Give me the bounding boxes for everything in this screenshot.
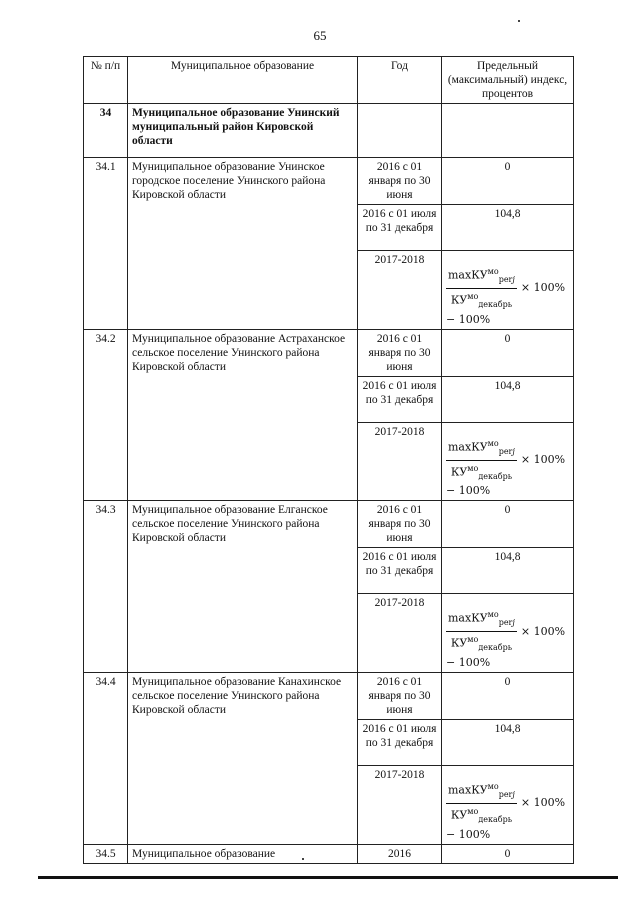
page-bottom-rule bbox=[38, 876, 618, 879]
period-3-year: 2017-2018 bbox=[358, 251, 442, 330]
formula-fraction bbox=[446, 265, 517, 312]
formula-fraction bbox=[446, 780, 517, 827]
formula-denominator: $КУ^{мо}_{декабрь}$ bbox=[450, 635, 513, 653]
row-municipality-name: Муниципальное образование Канахинское сельское поселение Унинского района Кировской области bbox=[128, 673, 358, 845]
formula-denominator: $КУ^{мо}_{декабрь}$ bbox=[450, 463, 513, 481]
header-year: Год bbox=[358, 57, 442, 104]
period-3-year: 2017-2018 bbox=[358, 422, 442, 501]
row-num: 34.4 bbox=[84, 673, 128, 845]
table-row bbox=[84, 501, 574, 548]
section-index-cell bbox=[442, 104, 574, 158]
section-row bbox=[84, 104, 574, 158]
formula-numerator: maxКУ$^{мо}_{perj}$ bbox=[446, 780, 517, 804]
row-municipality-name: Муниципальное образование Елганское сельское поселение Унинского района Кировской области bbox=[128, 501, 358, 673]
formula-expression bbox=[446, 265, 565, 312]
period-2-index: 104,8 bbox=[442, 376, 574, 422]
section-name: Муниципальное образование Унинский муниципальный район Кировской области bbox=[128, 104, 358, 158]
formula-fraction bbox=[446, 608, 517, 655]
header-index: Предельный (максимальный) индекс, процентов bbox=[442, 57, 574, 104]
formula-expression bbox=[446, 437, 565, 484]
formula-minus: − 100% bbox=[446, 312, 491, 326]
formula-numerator: maxКУ$^{мо}_{perj}$ bbox=[446, 437, 517, 461]
formula-minus: − 100% bbox=[446, 656, 491, 670]
period-3-year: 2017-2018 bbox=[358, 594, 442, 673]
period-1-year: 2016 с 01 января по 30 июня bbox=[358, 673, 442, 720]
period-2-index: 104,8 bbox=[442, 720, 574, 766]
table-row bbox=[84, 673, 574, 720]
period-1-year: 2016 с 01 января по 30 июня bbox=[358, 501, 442, 548]
formula-times: × 100% bbox=[520, 624, 566, 638]
page-number: 65 bbox=[313, 28, 327, 43]
formula-numerator: maxКУ$^{мо}_{perj}$ bbox=[446, 265, 517, 289]
period-2-year: 2016 с 01 июля по 31 декабря bbox=[358, 720, 442, 766]
row-num: 34.1 bbox=[84, 158, 128, 330]
formula-denominator: $КУ^{мо}_{декабрь}$ bbox=[450, 806, 513, 824]
formula-times: × 100% bbox=[520, 453, 566, 467]
last-row-index: 0 bbox=[442, 844, 574, 863]
index-formula bbox=[442, 766, 574, 845]
index-formula bbox=[442, 594, 574, 673]
table-row bbox=[84, 844, 574, 863]
formula-numerator: maxКУ$^{мо}_{perj}$ bbox=[446, 608, 517, 632]
header-num: № п/п bbox=[84, 57, 128, 104]
row-municipality-name: Муниципальное образование Астраханское сельское поселение Унинского района Кировской области bbox=[128, 329, 358, 501]
index-formula bbox=[442, 422, 574, 501]
period-1-index: 0 bbox=[442, 158, 574, 205]
row-num: 34.3 bbox=[84, 501, 128, 673]
scan-speck bbox=[302, 858, 304, 860]
table-row bbox=[84, 329, 574, 376]
formula-minus: − 100% bbox=[446, 827, 491, 841]
scan-speck bbox=[518, 20, 520, 22]
formula-denominator: $КУ^{мо}_{декабрь}$ bbox=[450, 291, 513, 309]
formula-times: × 100% bbox=[520, 281, 566, 295]
table-header-row bbox=[84, 57, 574, 104]
period-2-year: 2016 с 01 июля по 31 декабря bbox=[358, 376, 442, 422]
table-row bbox=[84, 158, 574, 205]
row-municipality-name: Муниципальное образование Унинское городское поселение Унинского района Кировской области bbox=[128, 158, 358, 330]
last-row-municipality-name: Муниципальное образование bbox=[128, 844, 358, 863]
last-row-year: 2016 bbox=[358, 844, 442, 863]
period-1-year: 2016 с 01 января по 30 июня bbox=[358, 329, 442, 376]
formula-fraction bbox=[446, 437, 517, 484]
period-2-index: 104,8 bbox=[442, 205, 574, 251]
formula-expression bbox=[446, 608, 565, 655]
period-1-year: 2016 с 01 января по 30 июня bbox=[358, 158, 442, 205]
period-2-year: 2016 с 01 июля по 31 декабря bbox=[358, 548, 442, 594]
period-2-year: 2016 с 01 июля по 31 декабря bbox=[358, 205, 442, 251]
index-formula bbox=[442, 251, 574, 330]
row-num: 34.2 bbox=[84, 329, 128, 501]
period-2-index: 104,8 bbox=[442, 548, 574, 594]
period-1-index: 0 bbox=[442, 501, 574, 548]
period-1-index: 0 bbox=[442, 329, 574, 376]
tariff-index-table bbox=[83, 56, 574, 864]
section-year-cell bbox=[358, 104, 442, 158]
section-num: 34 bbox=[84, 104, 128, 158]
period-3-year: 2017-2018 bbox=[358, 766, 442, 845]
header-municipality: Муниципальное образование bbox=[128, 57, 358, 104]
formula-times: × 100% bbox=[520, 796, 566, 810]
last-row-num: 34.5 bbox=[84, 844, 128, 863]
formula-expression bbox=[446, 780, 565, 827]
period-1-index: 0 bbox=[442, 673, 574, 720]
formula-minus: − 100% bbox=[446, 484, 491, 498]
